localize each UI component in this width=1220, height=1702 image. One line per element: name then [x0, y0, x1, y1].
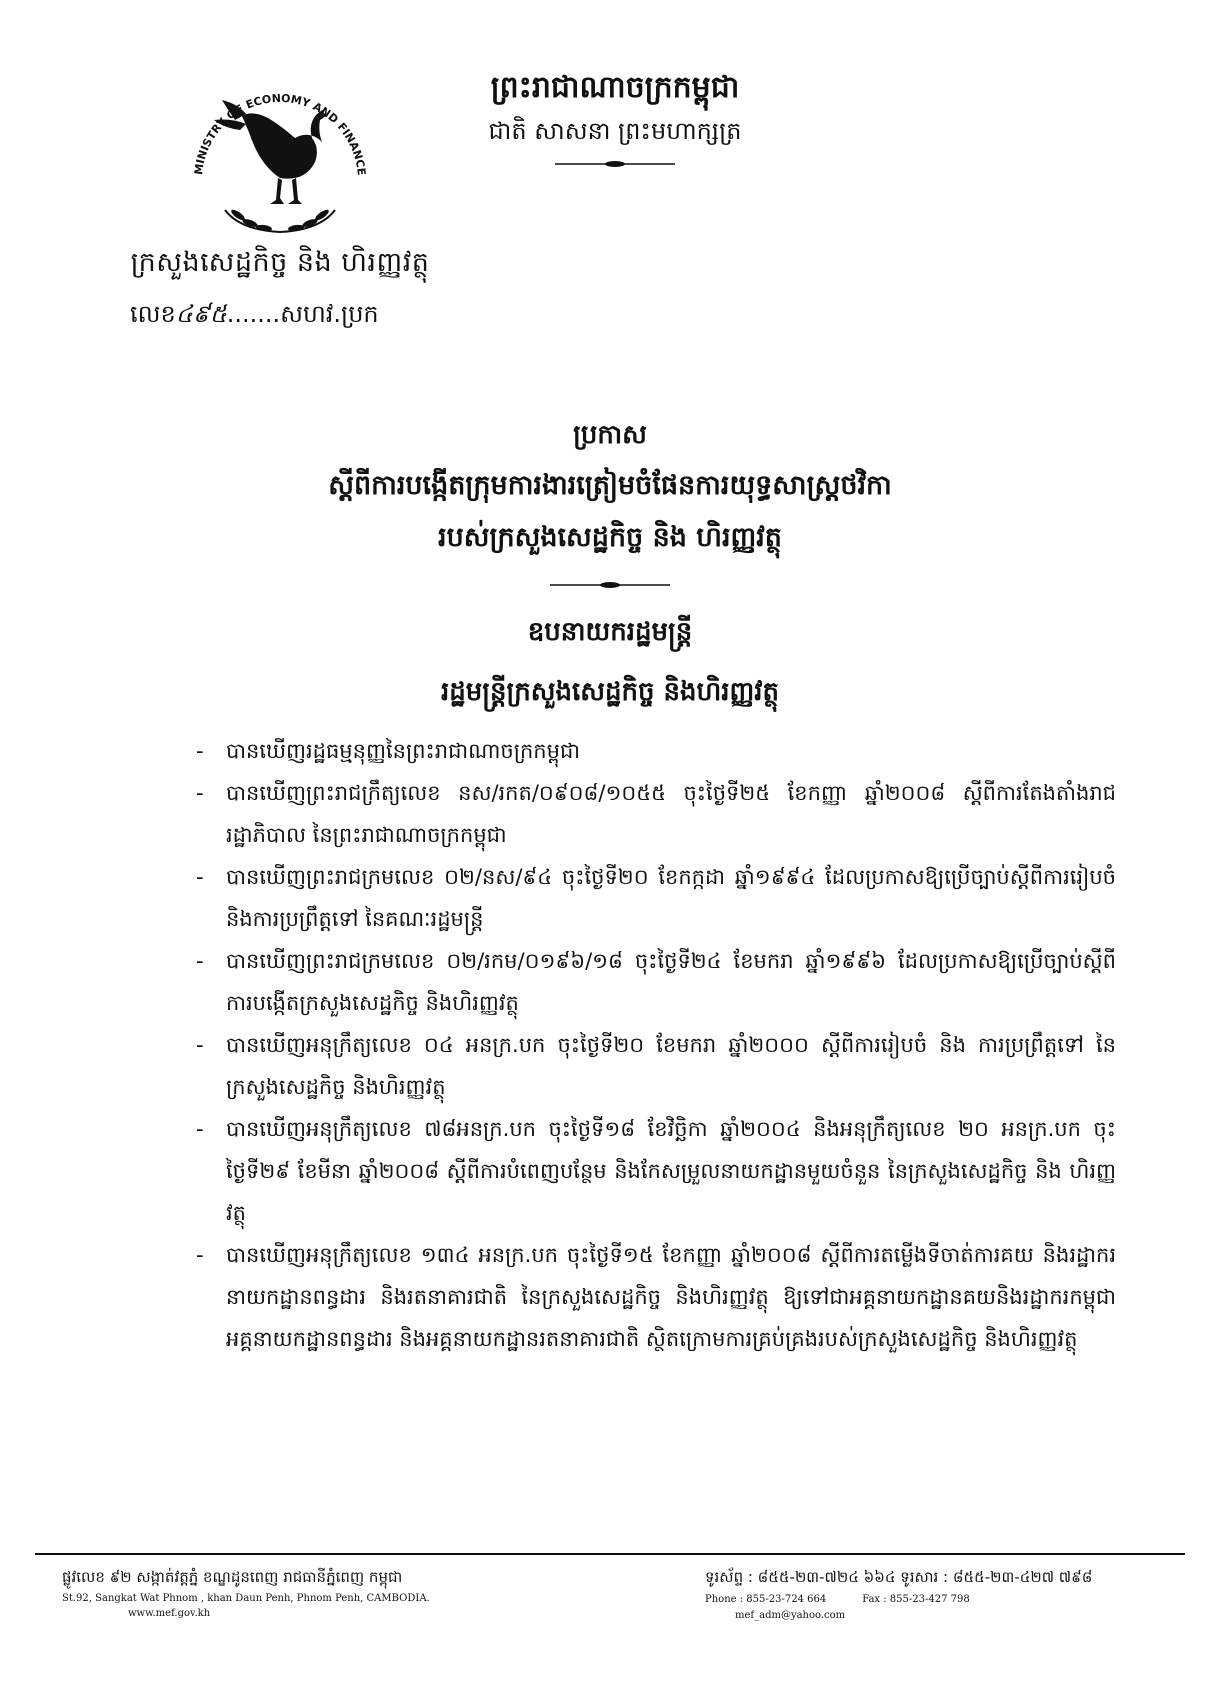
email-link[interactable]: mef_adm@yahoo.com	[735, 1610, 846, 1621]
document-type: ប្រកាស	[573, 420, 647, 450]
reference-number	[130, 299, 430, 334]
consideration-item: - បានឃើញព្រះរាជក្រមលេខ ០២/រកម/០១៩៦/១៨ ចុះថ្ងៃទី២៤ ខែមករា ឆ្នាំ១៩៩៦ ដែលប្រកាសឱ្យប្រើច្បាប់ស្តីពីការបង្កើតក្រសួងសេដ្ឋកិច្ច និងហិរញ្ញវត្ថុ	[196, 940, 1116, 1024]
phone-khmer: ទូរស័ព្ទ : ៨៥៥-២៣-៧២៤ ៦៦៤ ទូរសារ : ៨៥៥-២៣-៤២៧ ៧៩៨	[705, 1568, 1093, 1586]
ornament-divider	[555, 159, 675, 169]
seal-ring-text: MINISTRY OF ECONOMY AND FINANCE	[192, 91, 368, 177]
website-link[interactable]: www.mef.gov.kh	[128, 1608, 211, 1619]
footer-contact	[705, 1568, 1175, 1621]
minister-heading: រដ្ឋមន្ត្រីក្រសួងសេដ្ឋកិច្ច និងហិរញ្ញវត្ថុ	[440, 677, 780, 707]
ref-suffix: សហវ.ប្រក	[280, 300, 379, 328]
address-english: St.92, Sangkat Wat Phnom , khan Daun Penh, Phnom Penh, CAMBODIA.	[62, 1593, 430, 1604]
kingdom-heading	[470, 68, 760, 169]
phone-english: Phone : 855-23-724 664	[705, 1594, 827, 1605]
document-title-line-2: របស់ក្រសួងសេដ្ឋកិច្ច និង ហិរញ្ញវត្ថុ	[438, 522, 782, 553]
footer-divider	[35, 1553, 1185, 1555]
consideration-item: - បានឃើញអនុក្រឹត្យលេខ ០៤ អនក្រ.បក ចុះថ្ងៃទី២០ ខែមករា ឆ្នាំ២០០០ ស្តីពីការរៀបចំ និង ការប្រព្រឹត្តទៅ នៃក្រសួងសេដ្ឋកិច្ច និងហិរញ្ញវត្ថុ	[196, 1024, 1116, 1108]
document-title	[0, 460, 1220, 564]
consideration-item: - បានឃើញព្រះរាជក្រមលេខ ០២/នស/៩៤ ចុះថ្ងៃទី២០ ខែកក្កដា ឆ្នាំ១៩៩៤ ដែលប្រកាសឱ្យប្រើច្បាប់ស្តីពីការរៀបចំ និងការប្រព្រឹត្តទៅ នៃគណៈរដ្ឋមន្ត្រី	[196, 856, 1116, 940]
kingdom-motto: ជាតិ សាសនា ព្រះមហាក្សត្រ	[488, 117, 742, 145]
deputy-prime-minister-heading: ឧបនាយករដ្ឋមន្ត្រី	[527, 617, 693, 647]
phone-fax-english	[705, 1594, 1175, 1605]
kingdom-title: ព្រះរាជាណាចក្រកម្ពុជា	[490, 70, 740, 105]
consideration-item: - បានឃើញរដ្ឋធម្មនុញ្ញនៃព្រះរាជាណាចក្រកម្ពុជា	[196, 730, 1116, 772]
considerations-list	[196, 730, 1116, 1360]
consideration-item: - បានឃើញព្រះរាជក្រឹត្យលេខ នស/រកត/០៩០៨/១០៥៥ ចុះថ្ងៃទី២៥ ខែកញ្ញា ឆ្នាំ២០០៨ ស្តីពីការតែងតាំងរាជរដ្ឋាភិបាល នៃព្រះរាជាណាចក្រកម្ពុជា	[196, 772, 1116, 856]
address-khmer: ផ្លូវលេខ ៩២ សង្កាត់វត្តភ្នំ ខណ្ឌដូនពេញ រាជធានីភ្នំពេញ កម្ពុជា	[62, 1568, 403, 1586]
rooster-emblem-icon	[180, 70, 380, 240]
ref-number: ៤៩៥	[175, 300, 227, 328]
ref-prefix: លេខ	[130, 300, 176, 328]
ministry-header	[130, 70, 430, 334]
ministry-name: ក្រសួងសេដ្ឋកិច្ច និង ហិរញ្ញវត្ថុ	[130, 247, 430, 278]
footer-address	[62, 1568, 582, 1619]
fax-english: Fax : 855-23-427 798	[862, 1594, 970, 1605]
ref-dots: .......	[226, 300, 281, 328]
document-title-line-1: ស្តីពីការបង្កើតក្រុមការងារត្រៀមចំផែនការយុទ្ធសាស្ត្រថវិកា	[328, 470, 892, 501]
consideration-item: - បានឃើញអនុក្រឹត្យលេខ ៧៨អនក្រ.បក ចុះថ្ងៃទី១៨ ខែវិច្ឆិកា ឆ្នាំ២០០៤ និងអនុក្រឹត្យលេខ ២០ អនក្រ.បក ចុះថ្ងៃទី២៩ ខែមីនា ឆ្នាំ២០០៨ ស្តីពីការបំពេញបន្ថែម និងកែសម្រួលនាយកដ្ឋានមួយចំនួន នៃក្រសួងសេដ្ឋកិច្ច និង ហិរញ្ញវត្ថុ	[196, 1108, 1116, 1234]
consideration-item: - បានឃើញអនុក្រឹត្យលេខ ១៣៤ អនក្រ.បក ចុះថ្ងៃទី១៥ ខែកញ្ញា ឆ្នាំ២០០៨ ស្តីពីការតម្លើងទីចាត់ការគយ និងរដ្ឋាករ នាយកដ្ឋានពន្ធដារ និងរតនាគារជាតិ នៃក្រសួងសេដ្ឋកិច្ច និងហិរញ្ញវត្ថុ ឱ្យទៅជាអគ្គនាយកដ្ឋានគយនិងរដ្ឋាករកម្ពុជា អគ្គនាយកដ្ឋានពន្ធដារ និងអគ្គនាយកដ្ឋានរតនាគារជាតិ ស្ថិតក្រោមការគ្រប់គ្រងរបស់ក្រសួងសេដ្ឋកិច្ច និងហិរញ្ញវត្ថុ	[196, 1234, 1116, 1360]
title-divider	[550, 580, 670, 590]
